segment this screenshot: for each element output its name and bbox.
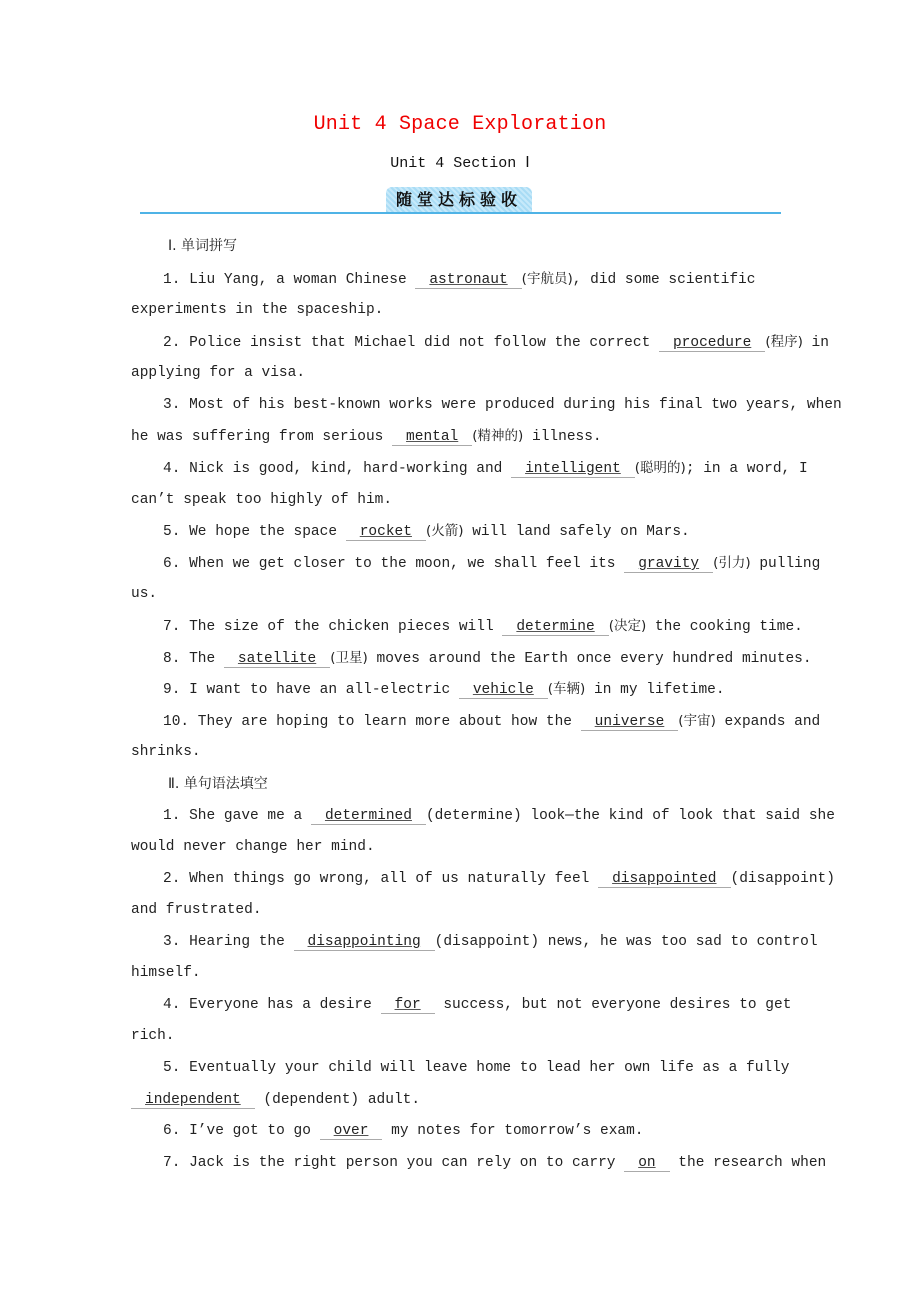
answer-blank: on xyxy=(624,1155,669,1172)
s1-item-1: 1. Liu Yang, a woman Chinese astronaut (宇航员), did some scientific xyxy=(163,271,756,288)
answer-blank: satellite xyxy=(224,651,330,668)
s2-item-3: 3. Hearing the disappointing (disappoint) news, he was too sad to control xyxy=(163,934,818,950)
s2-item-1-cont: would never change her mind. xyxy=(131,839,375,855)
answer-blank: determine xyxy=(502,619,608,636)
s2-item-4: 4. Everyone has a desire for success, but not everyone desires to get xyxy=(163,997,792,1013)
answer-blank: intelligent xyxy=(511,461,635,478)
s1-item-7: 7. The size of the chicken pieces will determine (决定) the cooking time. xyxy=(163,618,803,635)
s1-item-6: 6. When we get closer to the moon, we shall feel its gravity (引力) pulling xyxy=(163,555,821,572)
answer-blank: disappointing xyxy=(294,934,435,951)
s1-item-8: 8. The satellite (卫星) moves around the Earth once every hundred minutes. xyxy=(163,650,812,667)
s1-item-2-cont: applying for a visa. xyxy=(131,365,306,381)
section1-heading: Ⅰ. 单词拼写 xyxy=(168,238,238,254)
header-divider xyxy=(140,212,781,214)
s2-item-4-cont: rich. xyxy=(131,1028,175,1044)
answer-blank: rocket xyxy=(346,524,426,541)
s2-item-1: 1. She gave me a determined (determine) look—the kind of look that said she xyxy=(163,808,835,824)
answer-blank: gravity xyxy=(624,556,713,573)
s1-item-4: 4. Nick is good, kind, hard-working and intelligent (聪明的); in a word, I xyxy=(163,460,808,477)
section-subtitle: Unit 4 Section Ⅰ xyxy=(390,155,530,172)
s1-item-4-cont: can’t speak too highly of him. xyxy=(131,492,393,508)
s2-item-3-cont: himself. xyxy=(131,965,201,981)
s1-item-5: 5. We hope the space rocket (火箭) will land safely on Mars. xyxy=(163,523,690,540)
s2-item-2-cont: and frustrated. xyxy=(131,902,262,918)
s2-item-6: 6. I’ve got to go over my notes for tomorrow’s exam. xyxy=(163,1123,644,1139)
s1-item-9: 9. I want to have an all-electric vehicle (车辆) in my lifetime. xyxy=(163,681,725,698)
s1-item-10-cont: shrinks. xyxy=(131,744,201,760)
s1-item-10: 10. They are hoping to learn more about how the universe (宇宙) expands and xyxy=(163,713,821,730)
answer-blank: over xyxy=(320,1123,383,1140)
s1-item-6-cont: us. xyxy=(131,586,158,602)
document-title: Unit 4 Space Exploration xyxy=(313,113,607,136)
s2-item-2: 2. When things go wrong, all of us naturally feel disappointed (disappoint) xyxy=(163,871,835,887)
answer-blank: mental xyxy=(392,429,472,446)
answer-blank: universe xyxy=(581,714,679,731)
answer-blank: astronaut xyxy=(415,272,521,289)
answer-blank: independent xyxy=(131,1092,255,1109)
s2-item-7: 7. Jack is the right person you can rely on to carry on the research when xyxy=(163,1155,827,1171)
answer-blank: determined xyxy=(311,808,426,825)
s1-item-3-cont: he was suffering from serious mental (精神的) illness. xyxy=(131,428,602,445)
s2-item-5: 5. Eventually your child will leave home to lead her own life as a fully xyxy=(163,1060,790,1076)
section2-heading: Ⅱ. 单句语法填空 xyxy=(168,776,268,792)
answer-blank: procedure xyxy=(659,335,765,352)
answer-blank: vehicle xyxy=(459,682,548,699)
s1-item-2: 2. Police insist that Michael did not follow the correct procedure (程序) in xyxy=(163,334,829,351)
s1-item-3: 3. Most of his best-known works were produced during his final two years, when xyxy=(163,397,842,413)
section-badge: 随堂达标验收 xyxy=(386,187,532,212)
answer-blank: for xyxy=(381,997,435,1014)
s1-item-1-cont: experiments in the spaceship. xyxy=(131,302,384,318)
s2-item-5-cont: independent (dependent) adult. xyxy=(131,1090,811,1110)
answer-blank: disappointed xyxy=(598,871,730,888)
